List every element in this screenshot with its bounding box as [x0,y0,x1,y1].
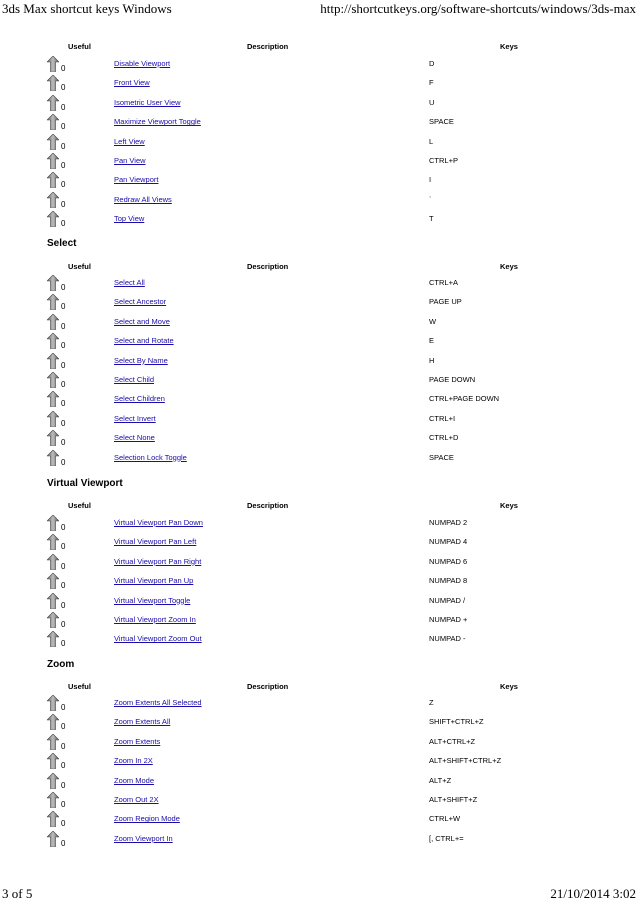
thumbs-up-arrow-icon[interactable] [47,811,59,827]
shortcut-keys: NUMPAD 8 [429,576,468,586]
shortcut-keys: NUMPAD - [429,634,466,644]
shortcut-keys: T [429,214,434,224]
thumbs-up-arrow-icon[interactable] [47,534,59,550]
table-row [0,595,638,614]
table-row [0,833,638,852]
table-row [0,614,638,633]
table-row [0,116,638,135]
shortcut-keys: CTRL+D [429,433,459,443]
shortcut-description-link[interactable]: Disable Viewport [114,59,171,68]
shortcut-keys: SPACE [429,452,454,462]
shortcut-description-link[interactable]: Pan View [114,156,146,165]
shortcut-keys: PAGE UP [429,297,462,307]
thumbs-up-arrow-icon[interactable] [47,714,59,730]
shortcut-keys: ` [429,194,432,204]
shortcut-description-link[interactable]: Virtual Viewport Toggle [114,595,191,605]
shortcut-description-link[interactable]: Pan Viewport [114,175,159,185]
thumbs-up-arrow-icon[interactable] [47,95,59,111]
table-row [0,58,638,77]
page-header-title: 3ds Max shortcut keys Windows [2,1,172,16]
useful-count: 0 [61,161,66,170]
table-row [0,556,638,575]
shortcut-description-link[interactable]: Virtual Viewport Pan Down [114,518,203,527]
thumbs-up-arrow-icon[interactable] [47,411,59,427]
shortcut-keys: CTRL+W [429,814,461,824]
thumbs-up-arrow-icon[interactable] [47,211,59,227]
shortcut-keys: L [429,136,434,146]
shortcut-description-link[interactable]: Virtual Viewport Pan Up [114,576,194,586]
useful-count: 0 [61,122,66,132]
shortcut-keys: SPACE [429,117,454,127]
shortcut-description-link[interactable]: Zoom Out 2X [114,795,159,804]
column-header-useful: Useful [68,501,91,510]
useful-count: 0 [61,620,66,629]
thumbs-up-arrow-icon[interactable] [47,734,59,750]
useful-count: 0 [61,838,66,848]
thumbs-up-arrow-icon[interactable] [47,192,59,208]
useful-count: 0 [61,581,66,591]
useful-count: 0 [61,722,66,732]
useful-count: 0 [61,561,66,571]
shortcut-description-link[interactable]: Virtual Viewport Zoom Out [114,634,202,644]
shortcut-keys: NUMPAD 2 [429,518,468,527]
shortcut-description-link[interactable]: Left View [114,136,145,146]
thumbs-up-arrow-icon[interactable] [47,430,59,446]
useful-count: 0 [61,283,66,292]
shortcut-description-link[interactable]: Zoom Extents [114,736,161,746]
section-title: Select [47,238,77,249]
table-row [0,575,638,594]
thumbs-up-arrow-icon[interactable] [47,134,59,150]
thumbs-up-arrow-icon[interactable] [47,792,59,808]
useful-count: 0 [61,321,66,331]
column-header-description: Description [247,682,289,691]
section-title: Zoom [47,659,75,670]
table-row [0,374,638,393]
useful-count: 0 [61,780,66,790]
table-row [0,775,638,794]
thumbs-up-arrow-icon[interactable] [47,554,59,570]
table-row [0,452,638,471]
useful-count: 0 [61,600,66,610]
shortcut-keys: Z [429,698,434,707]
useful-count: 0 [61,542,66,552]
shortcut-description-link[interactable]: Select Children [114,394,165,404]
shortcut-description-link[interactable]: Zoom Mode [114,775,155,785]
section-title: Virtual Viewport [47,478,123,489]
shortcut-description-link[interactable]: Zoom Viewport In [114,833,173,843]
shortcut-description-link[interactable]: Virtual Viewport Pan Right [114,556,202,566]
shortcut-description-link[interactable]: Redraw All Views [114,194,172,204]
table-row [0,736,638,755]
useful-count: 0 [61,819,66,829]
thumbs-up-arrow-icon[interactable] [47,75,59,91]
table-row [0,813,638,832]
useful-count: 0 [61,64,66,73]
table-row [0,536,638,555]
column-header-description: Description [247,262,289,271]
shortcut-keys: CTRL+I [429,413,456,423]
useful-count: 0 [61,341,66,351]
shortcut-keys: CTRL+A [429,278,458,287]
shortcut-keys: [, CTRL+= [429,833,464,843]
thumbs-up-arrow-icon[interactable] [47,773,59,789]
table-row [0,633,638,652]
thumbs-up-arrow-icon[interactable] [47,831,59,847]
table-row [0,716,638,735]
shortcut-keys: ALT+Z [429,775,452,785]
thumbs-up-arrow-icon[interactable] [47,172,59,188]
column-header-keys: Keys [500,42,518,51]
table-row [0,155,638,174]
shortcut-keys: NUMPAD 4 [429,537,468,547]
useful-count: 0 [61,83,66,93]
print-datetime: 21/10/2014 3:02 [550,886,636,901]
table-row [0,794,638,813]
useful-count: 0 [61,219,66,229]
shortcut-description-link[interactable]: Select and Move [114,316,170,326]
useful-count: 0 [61,418,66,428]
thumbs-up-arrow-icon[interactable] [47,515,59,531]
table-row [0,355,638,374]
shortcut-description-link[interactable]: Front View [114,78,150,88]
thumbs-up-arrow-icon[interactable] [47,753,59,769]
thumbs-up-arrow-icon[interactable] [47,450,59,466]
thumbs-up-arrow-icon[interactable] [47,631,59,647]
shortcut-description-link[interactable]: Select Child [114,375,155,384]
shortcut-description-link[interactable]: Select None [114,433,155,443]
thumbs-up-arrow-icon[interactable] [47,612,59,628]
shortcut-keys: I [429,175,432,185]
shortcut-keys: D [429,59,435,68]
column-header-useful: Useful [68,42,91,51]
table-row [0,697,638,716]
table-row [0,277,638,296]
thumbs-up-arrow-icon[interactable] [47,695,59,711]
table-row [0,517,638,536]
useful-count: 0 [61,800,66,809]
useful-count: 0 [61,302,66,312]
useful-count: 0 [61,360,66,370]
column-header-description: Description [247,501,289,510]
table-row [0,393,638,412]
shortcut-keys: U [429,97,435,107]
shortcut-keys: NUMPAD + [429,615,468,624]
shortcut-description-link[interactable]: Zoom Extents All [114,717,171,727]
thumbs-up-arrow-icon[interactable] [47,372,59,388]
thumbs-up-arrow-icon[interactable] [47,275,59,291]
column-header-keys: Keys [500,262,518,271]
shortcut-description-link[interactable]: Isometric User View [114,97,181,107]
thumbs-up-arrow-icon[interactable] [47,294,59,310]
table-row [0,413,638,432]
shortcut-description-link[interactable]: Maximize Viewport Toggle [114,117,201,127]
useful-count: 0 [61,639,66,649]
column-header-useful: Useful [68,262,91,271]
table-row [0,174,638,193]
table-row [0,316,638,335]
thumbs-up-arrow-icon[interactable] [47,593,59,609]
table-row [0,136,638,155]
shortcut-keys: E [429,336,435,346]
useful-count: 0 [61,457,66,467]
useful-count: 0 [61,399,66,409]
thumbs-up-arrow-icon[interactable] [47,573,59,589]
thumbs-up-arrow-icon[interactable] [47,391,59,407]
shortcut-description-link[interactable]: Select and Rotate [114,336,174,346]
useful-count: 0 [61,199,66,209]
useful-count: 0 [61,438,66,448]
thumbs-up-arrow-icon[interactable] [47,114,59,130]
useful-count: 0 [61,180,66,190]
table-row [0,77,638,96]
shortcut-description-link[interactable]: Top View [114,214,145,224]
useful-count: 0 [61,523,66,532]
column-header-description: Description [247,42,289,51]
table-row [0,335,638,354]
shortcut-description-link[interactable]: Selection Lock Toggle [114,452,187,462]
shortcut-keys: CTRL+P [429,156,458,165]
shortcut-keys: CTRL+PAGE DOWN [429,394,500,404]
table-row [0,755,638,774]
useful-count: 0 [61,703,66,712]
shortcut-keys: W [429,316,437,326]
table-row [0,296,638,315]
shortcut-description-link[interactable]: Virtual Viewport Zoom In [114,615,196,624]
table-row [0,97,638,116]
shortcut-keys: NUMPAD 6 [429,556,468,566]
shortcut-keys: F [429,78,434,88]
page-header-url: http://shortcutkeys.org/software-shortcuts/windows/3ds-max [320,1,636,16]
useful-count: 0 [61,102,66,112]
shortcut-keys: SHIFT+CTRL+Z [429,717,484,727]
column-header-useful: Useful [68,682,91,691]
shortcut-description-link[interactable]: Select All [114,278,145,287]
shortcut-keys: H [429,355,435,365]
shortcut-description-link[interactable]: Zoom Extents All Selected [114,698,202,707]
shortcut-description-link[interactable]: Select Ancestor [114,297,167,307]
useful-count: 0 [61,761,66,771]
thumbs-up-arrow-icon[interactable] [47,153,59,169]
table-row [0,194,638,213]
shortcut-keys: ALT+SHIFT+CTRL+Z [429,756,502,766]
shortcut-description-link[interactable]: Select Invert [114,413,156,423]
useful-count: 0 [61,380,66,389]
useful-count: 0 [61,741,66,751]
column-header-keys: Keys [500,682,518,691]
shortcut-description-link[interactable]: Zoom In 2X [114,756,153,766]
shortcut-keys: NUMPAD / [429,595,466,605]
page-number: 3 of 5 [2,886,33,901]
table-row [0,432,638,451]
shortcut-keys: ALT+CTRL+Z [429,736,476,746]
table-row [0,213,638,232]
useful-count: 0 [61,141,66,151]
thumbs-up-arrow-icon[interactable] [47,353,59,369]
shortcut-description-link[interactable]: Zoom Region Mode [114,814,180,824]
thumbs-up-arrow-icon[interactable] [47,333,59,349]
column-header-keys: Keys [500,501,518,510]
thumbs-up-arrow-icon[interactable] [47,56,59,72]
shortcut-keys: PAGE DOWN [429,375,476,384]
shortcut-description-link[interactable]: Virtual Viewport Pan Left [114,537,197,547]
shortcut-keys: ALT+SHIFT+Z [429,795,478,804]
thumbs-up-arrow-icon[interactable] [47,314,59,330]
shortcut-description-link[interactable]: Select By Name [114,355,168,365]
